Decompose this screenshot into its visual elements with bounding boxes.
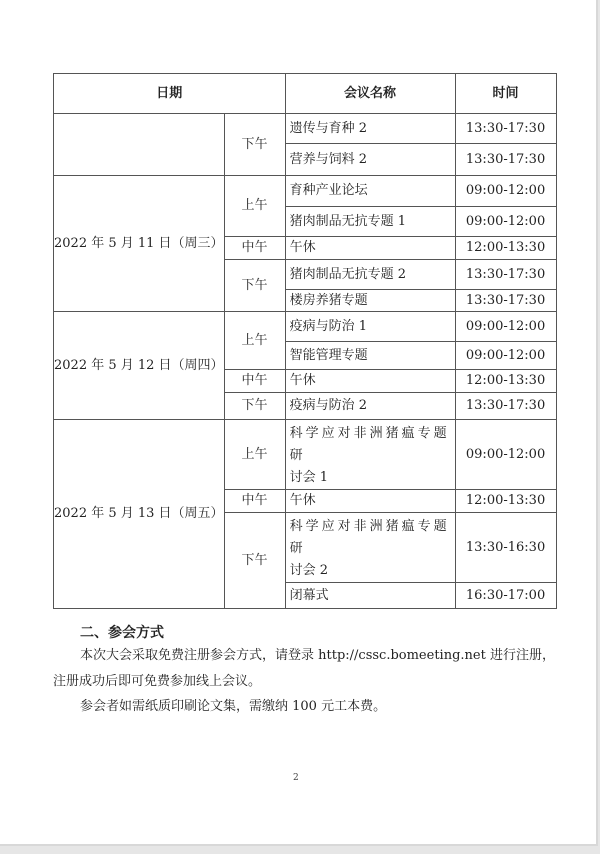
period-cell: 下午: [224, 114, 285, 176]
session-name: 遗传与育种 2: [285, 114, 455, 144]
session-name: [285, 420, 455, 490]
paragraph-registration: 本次大会采取免费注册参会方式，请登录 http://cssc.bomeeting.net 进行注册，: [80, 648, 555, 663]
session-time: 09:00-12:00: [455, 312, 556, 342]
table-row: [54, 176, 557, 207]
session-name: 猪肉制品无抗专题 2: [285, 260, 455, 290]
period-cell: 下午: [224, 513, 285, 609]
session-name-line: 讨会 2: [289, 563, 328, 578]
session-time: 16:30-17:00: [455, 583, 556, 609]
session-time: 13:30-17:30: [455, 290, 556, 312]
date-cell: 2022 年 5 月 11 日（周三）: [54, 176, 225, 312]
session-name: 午休: [285, 237, 455, 260]
session-time: 12:00-13:30: [455, 490, 556, 513]
session-time: 09:00-12:00: [455, 342, 556, 370]
session-name-line: 讨会 1: [289, 470, 328, 485]
table-row: [54, 420, 557, 490]
session-time: 09:00-12:00: [455, 207, 556, 237]
table-row: [54, 114, 557, 144]
session-time: 13:30-16:30: [455, 513, 556, 583]
session-time: 09:00-12:00: [455, 176, 556, 207]
period-cell: 中午: [224, 370, 285, 393]
period-cell: 下午: [224, 393, 285, 420]
header-name: 会议名称: [285, 74, 455, 114]
paragraph-proceedings-fee: 参会者如需纸质印刷论文集，需缴纳 100 元工本费。: [80, 699, 387, 714]
session-time: 09:00-12:00: [455, 420, 556, 490]
period-cell: 上午: [224, 176, 285, 237]
period-cell: 中午: [224, 237, 285, 260]
session-name-line: 科学应对非洲猪瘟专题研: [289, 426, 450, 463]
session-time: 12:00-13:30: [455, 370, 556, 393]
table-header-row: [54, 74, 557, 114]
header-time: 时间: [455, 74, 556, 114]
session-name: [285, 513, 455, 583]
session-time: 13:30-17:30: [455, 260, 556, 290]
session-time: 13:30-17:30: [455, 114, 556, 144]
session-time: 13:30-17:30: [455, 393, 556, 420]
session-name: 疫病与防治 1: [285, 312, 455, 342]
period-cell: 中午: [224, 490, 285, 513]
session-name: 营养与饲料 2: [285, 144, 455, 176]
session-time: 13:30-17:30: [455, 144, 556, 176]
session-name: 疫病与防治 2: [285, 393, 455, 420]
table-row: [54, 312, 557, 342]
date-cell: [54, 114, 225, 176]
session-name: 楼房养猪专题: [285, 290, 455, 312]
session-name: 午休: [285, 490, 455, 513]
schedule-table: [53, 73, 557, 609]
session-name: 育种产业论坛: [285, 176, 455, 207]
period-cell: 上午: [224, 312, 285, 370]
header-date: 日期: [54, 74, 286, 114]
date-cell: 2022 年 5 月 13 日（周五）: [54, 420, 225, 609]
page-number: 2: [293, 773, 299, 783]
session-name: 智能管理专题: [285, 342, 455, 370]
session-name: 猪肉制品无抗专题 1: [285, 207, 455, 237]
paragraph-registration-cont: 注册成功后即可免费参加线上会议。: [53, 674, 262, 689]
date-cell: 2022 年 5 月 12 日（周四）: [54, 312, 225, 420]
period-cell: 下午: [224, 260, 285, 312]
period-cell: 上午: [224, 420, 285, 490]
session-name: 闭幕式: [285, 583, 455, 609]
section-heading: 二、参会方式: [80, 625, 164, 641]
session-name-line: 科学应对非洲猪瘟专题研: [289, 519, 450, 556]
session-name: 午休: [285, 370, 455, 393]
session-time: 12:00-13:30: [455, 237, 556, 260]
